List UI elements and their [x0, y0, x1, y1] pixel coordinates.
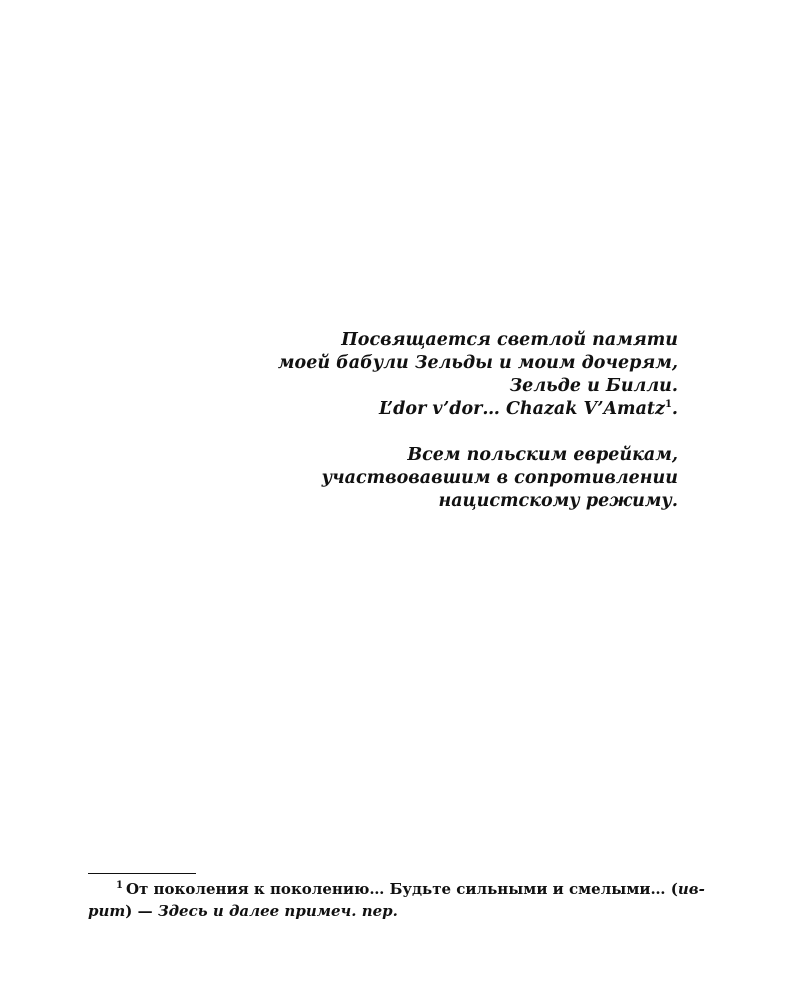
footnote-marker: 1 — [116, 880, 123, 891]
dedication-line-4 — [238, 398, 678, 421]
footnote-reference[interactable]: 1 — [664, 399, 672, 411]
footnote-line-2 — [88, 900, 680, 922]
dedication-line-2: моей бабули Зельды и моим дочерям, — [277, 353, 678, 373]
dedication-spacer — [238, 421, 678, 444]
footnote-dash: ) — — [125, 902, 158, 920]
second-dedication-line-3: нацистскому режиму. — [438, 491, 678, 511]
dedication-block — [238, 329, 678, 513]
dedication-line-4-text: L’dor v’dor… Chazak V’Amatz — [378, 399, 665, 419]
second-dedication-line-2: участвовавшим в сопротивлении — [321, 468, 678, 488]
footnote — [88, 878, 705, 922]
footnote-translator-note: Здесь и далее примеч. пер. — [157, 902, 398, 920]
footnote-italic-part-1: ив- — [677, 880, 705, 898]
dedication-line-3: Зельде и Билли. — [509, 376, 678, 396]
dedication-line-1: Посвящается светлой памяти — [341, 330, 678, 350]
footnote-italic-part-2: рит — [88, 902, 126, 920]
footnote-separator — [88, 873, 196, 874]
second-dedication-line-1: Всем польским еврейкам, — [407, 445, 678, 465]
footnote-line-1 — [88, 878, 705, 900]
footnote-main-text: От поколения к поколению… Будьте сильными и смелыми… ( — [125, 880, 678, 898]
dedication-line-4-end: . — [671, 399, 678, 419]
